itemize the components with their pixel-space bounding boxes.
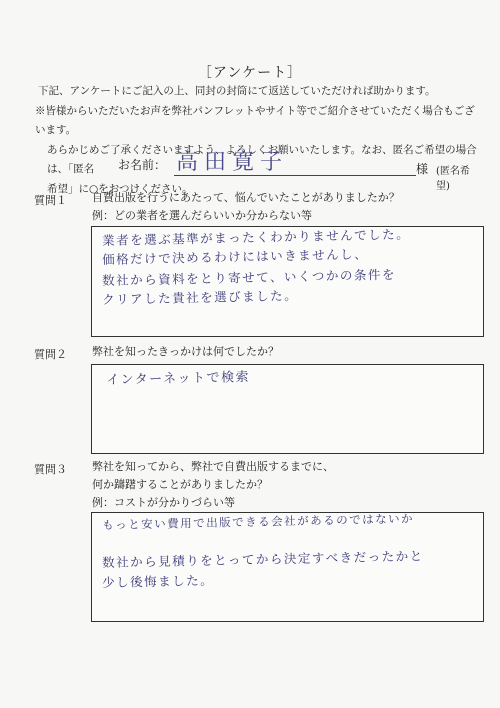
honorific: 様 xyxy=(416,162,429,176)
intro-line: 希望」に○をおつけください。 xyxy=(47,182,193,195)
name-label: お名前： xyxy=(118,158,167,172)
question-3-text xyxy=(92,458,482,512)
answer-line: 価格だけで決めるわけにはいきませんし、 xyxy=(102,246,369,267)
answer-line: クリアした貴社を選びました。 xyxy=(102,287,299,307)
question-2-text xyxy=(92,343,482,361)
question-3-label: 質問３ xyxy=(34,463,67,476)
question-2-label: 質問２ xyxy=(34,348,67,361)
intro-line: あらかじめご了承くださいますよう、よろしくお願いいたします。なお、匿名ご希望の場合は、「匿名 xyxy=(47,143,477,175)
name-value: 高田寛子 xyxy=(176,150,289,175)
page-title: ［アンケート］ xyxy=(197,65,303,81)
question-example: 例：どの業者を選んだらいいか分からない等 xyxy=(92,209,312,222)
question-line: 何か躊躇することがありましたか？ xyxy=(92,478,268,491)
answer-line: 業者を選ぶ基準がまったくわかりませんでした。 xyxy=(102,226,411,248)
answer-line: インターネットで検索 xyxy=(106,369,251,388)
answer-1-box[interactable] xyxy=(91,226,484,337)
answer-line: 数社から資料をとり寄せて、いくつかの条件を xyxy=(102,266,397,288)
intro-text xyxy=(35,82,478,199)
answer-line: 数社から見積りをとってから決定すべきだったかと xyxy=(102,548,424,570)
name-underline xyxy=(174,175,416,176)
anonymous-option[interactable]: (匿名希望) xyxy=(436,166,470,192)
question-1-label: 質問１ xyxy=(34,194,67,207)
question-line: 弊社を知ったきっかけは何でしたか？ xyxy=(92,345,279,358)
question-line: 弊社を知ってから、弊社で自費出版するまでに、 xyxy=(92,460,334,473)
question-line: 自費出版を行うにあたって、悩んでいたことがありましたか？ xyxy=(92,191,400,204)
intro-line: ※皆様からいただいたお声を弊社パンフレットやサイト等でご紹介させていただく場合もございます。 xyxy=(35,104,475,136)
answer-line: 少し後悔ました。 xyxy=(102,572,215,590)
intro-line: 下記、アンケートにご記入の上、同封の封筒にて返送していただければ助かります。 xyxy=(38,85,436,97)
answer-2-box[interactable] xyxy=(91,364,484,454)
question-example: 例：コストが分かりづらい等 xyxy=(92,496,235,509)
answer-line: もっと安い費用で出版できる会社があるのではないか xyxy=(102,511,415,532)
answer-3-box[interactable] xyxy=(91,512,484,622)
question-1-text xyxy=(92,189,482,225)
